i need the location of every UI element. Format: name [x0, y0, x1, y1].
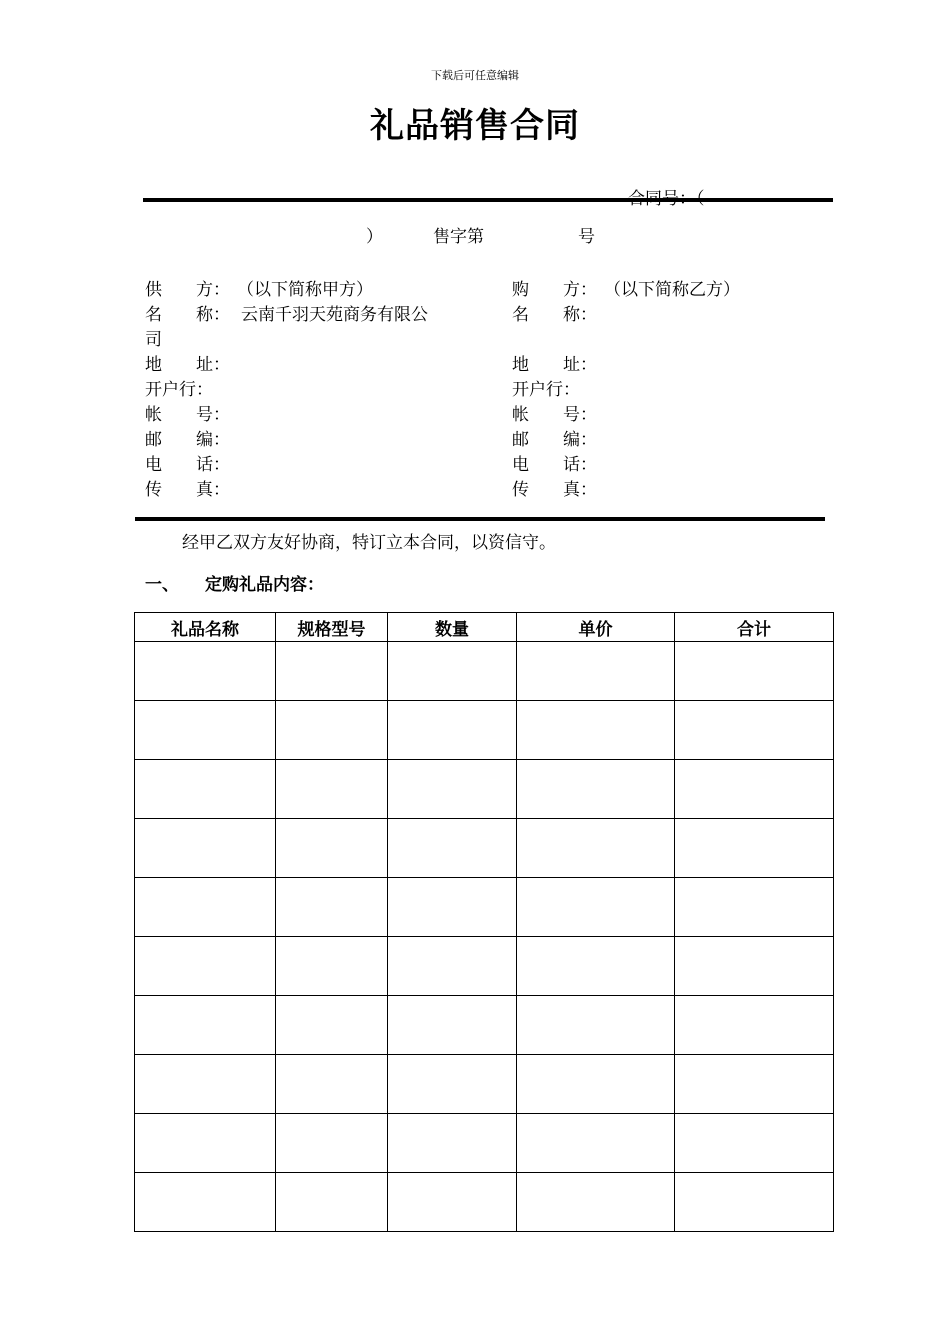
cell-total — [675, 819, 834, 878]
buyer-phone-label: 电 话： — [512, 455, 597, 475]
supplier-name-row — [145, 303, 475, 328]
intro-paragraph: 经甲乙双方友好协商，特订立本合同，以资信守。 — [182, 533, 556, 553]
cell-quantity — [388, 1114, 517, 1173]
cell-gift-name — [135, 1173, 276, 1232]
cell-quantity — [388, 760, 517, 819]
cell-quantity — [388, 996, 517, 1055]
buyer-spacer-row — [512, 328, 842, 353]
buyer-bank-label: 开户行： — [512, 380, 580, 400]
table-row — [135, 1173, 834, 1232]
cell-spec-model — [276, 1173, 388, 1232]
cell-total — [675, 760, 834, 819]
buyer-block — [512, 278, 842, 503]
table-row — [135, 819, 834, 878]
header-note: 下载后可任意编辑 — [431, 69, 519, 82]
bottom-divider — [135, 517, 825, 521]
cell-gift-name — [135, 1055, 276, 1114]
supplier-account-label: 帐 号： — [145, 405, 230, 425]
buyer-postcode-label: 邮 编： — [512, 430, 597, 450]
cell-gift-name — [135, 996, 276, 1055]
header-gift-name: 礼品名称 — [135, 613, 276, 642]
header-spec-model: 规格型号 — [276, 613, 388, 642]
cell-total — [675, 878, 834, 937]
top-divider — [143, 198, 833, 202]
section-1-title: 定购礼品内容： — [205, 575, 324, 595]
table-row — [135, 1055, 834, 1114]
supplier-name-value: 云南千羽天苑商务有限公 — [241, 305, 428, 325]
cell-spec-model — [276, 819, 388, 878]
cell-spec-model — [276, 701, 388, 760]
cell-total — [675, 701, 834, 760]
cell-gift-name — [135, 642, 276, 701]
sale-number-suffix: 号 — [578, 227, 595, 247]
cell-unit-price — [517, 996, 675, 1055]
table-row — [135, 878, 834, 937]
section-1-number: 一、 — [145, 575, 179, 595]
table-body — [135, 642, 834, 1232]
document-title: 礼品销售合同 — [370, 106, 580, 146]
table-row — [135, 937, 834, 996]
supplier-block — [145, 278, 475, 503]
buyer-address-label: 地 址： — [512, 355, 597, 375]
cell-unit-price — [517, 1173, 675, 1232]
cell-spec-model — [276, 937, 388, 996]
cell-quantity — [388, 1055, 517, 1114]
buyer-name-label: 名 称： — [512, 305, 597, 325]
sale-number-prefix: 售字第 — [433, 227, 484, 247]
cell-spec-model — [276, 760, 388, 819]
table-row — [135, 1114, 834, 1173]
cell-total — [675, 642, 834, 701]
cell-spec-model — [276, 996, 388, 1055]
supplier-address-label: 地 址： — [145, 355, 230, 375]
cell-quantity — [388, 1173, 517, 1232]
contract-number-label — [628, 184, 705, 209]
cell-unit-price — [517, 937, 675, 996]
table-row — [135, 642, 834, 701]
table-row — [135, 996, 834, 1055]
buyer-account-label: 帐 号： — [512, 405, 597, 425]
cell-total — [675, 996, 834, 1055]
cell-unit-price — [517, 819, 675, 878]
cell-quantity — [388, 878, 517, 937]
supplier-name-label: 名 称： — [145, 305, 230, 325]
supplier-name-cont-row — [145, 328, 475, 353]
sale-close-paren: ） — [366, 227, 383, 247]
header-unit-price: 单价 — [517, 613, 675, 642]
buyer-heading-row — [512, 278, 842, 303]
header-quantity: 数量 — [388, 613, 517, 642]
cell-gift-name — [135, 819, 276, 878]
cell-total — [675, 1114, 834, 1173]
cell-gift-name — [135, 937, 276, 996]
cell-gift-name — [135, 701, 276, 760]
table-row — [135, 701, 834, 760]
supplier-postcode-label: 邮 编： — [145, 430, 230, 450]
supplier-phone-label: 电 话： — [145, 455, 230, 475]
section-1-heading — [145, 570, 324, 595]
table-header-row — [135, 613, 834, 642]
cell-spec-model — [276, 1055, 388, 1114]
supplier-name-value-cont: 司 — [145, 330, 162, 350]
cell-unit-price — [517, 1055, 675, 1114]
cell-gift-name — [135, 1114, 276, 1173]
supplier-heading-row — [145, 278, 475, 303]
gift-items-table — [134, 612, 834, 1232]
buyer-fax-label: 传 真： — [512, 480, 597, 500]
cell-spec-model — [276, 878, 388, 937]
cell-spec-model — [276, 642, 388, 701]
supplier-heading-value: （以下简称甲方） — [237, 280, 373, 300]
cell-unit-price — [517, 1114, 675, 1173]
buyer-heading-value: （以下简称乙方） — [604, 280, 740, 300]
cell-quantity — [388, 937, 517, 996]
cell-unit-price — [517, 760, 675, 819]
table-row — [135, 760, 834, 819]
cell-quantity — [388, 819, 517, 878]
cell-quantity — [388, 701, 517, 760]
cell-spec-model — [276, 1114, 388, 1173]
buyer-heading-label: 购 方： — [512, 280, 597, 300]
cell-unit-price — [517, 642, 675, 701]
header-total: 合计 — [675, 613, 834, 642]
cell-unit-price — [517, 701, 675, 760]
supplier-fax-label: 传 真： — [145, 480, 230, 500]
cell-total — [675, 1055, 834, 1114]
cell-gift-name — [135, 760, 276, 819]
cell-unit-price — [517, 878, 675, 937]
cell-total — [675, 1173, 834, 1232]
supplier-bank-label: 开户行： — [145, 380, 213, 400]
cell-quantity — [388, 642, 517, 701]
cell-gift-name — [135, 878, 276, 937]
cell-total — [675, 937, 834, 996]
supplier-heading-label: 供 方： — [145, 280, 230, 300]
